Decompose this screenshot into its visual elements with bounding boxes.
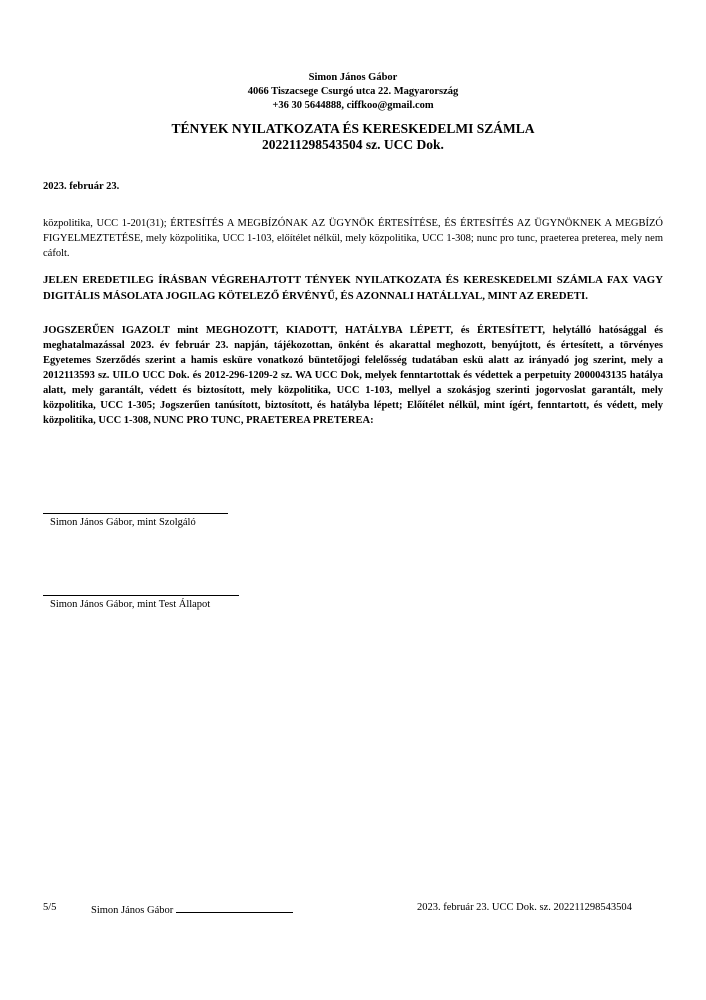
sender-address: 4066 Tiszacsege Csurgó utca 22. Magyarország [247,86,459,97]
document-title [0,121,706,153]
footer-name: Simon János Gábor [91,905,174,916]
footer-signature [91,902,293,916]
sender-name: Simon János Gábor [308,72,398,83]
sender-contact: +36 30 5644888, ciffkoo@gmail.com [272,100,434,111]
footer-page-number: 5/5 [43,902,57,913]
signature-line-1 [43,513,228,514]
signature-label-2: Simon János Gábor, mint Test Állapot [50,599,211,610]
footer-reference: 2023. február 23. UCC Dok. sz. 202211298543504 [417,902,632,913]
document-date: 2023. február 23. [43,181,120,192]
paragraph-2: JELEN EREDETILEG ÍRÁSBAN VÉGREHAJTOTT TÉNYEK NYILATKOZATA ÉS KERESKEDELMI SZÁMLA FAX VAGY DIGITÁLIS MÁSOLATA JOGILAG KÖTELEZŐ ÉRVÉNYŰ, ÉS AZONNALI HATÁLLYAL, MINT AZ EREDETI. [43,274,663,302]
paragraph-3: JOGSZERŰEN IGAZOLT mint MEGHOZOTT, KIADOTT, HATÁLYBA LÉPETT, és ÉRTESÍTETT, helytálló hatósággal és meghatalmazással 2023. év február 23. napján, tájékozottan, önként és akarattal meghozott, benyújtott, és értesített, a törvényes Egyetemes Szerződés szerint a hamis esküre vonatkozó büntetőjogi felelősség tudatában eskü alatt az irányadó jog szerint, mely a 2012113593 sz. UILO UCC Dok. és 2012-296-1209-2 sz. WA UCC Dok, melyek fenntartottak és védettek a perpetuity 2000043135 hatálya alatt, mely garantált, védett és biztosított, mely közpolitika, UCC 1-103, mellyel a szokásjog szerinti jogorvoslat garantált, mely közpolitika, UCC 1-305; Jogszerűen tanúsított, biztosított, és hatályba lépett; Előítélet nélkül, mint ígért, fenntartott, és védett, mely közpolitika, UCC 1-308, NUNC PRO TUNC, PRAETEREA PRETEREA: [43,325,663,426]
title-line-2: 202211298543504 sz. UCC Dok. [262,137,444,152]
signature-line-2 [43,595,239,596]
footer-signature-blank [176,902,293,913]
sender-header [0,71,706,113]
signature-label-1: Simon János Gábor, mint Szolgáló [50,517,196,528]
paragraph-1: közpolitika, UCC 1-201(31); ÉRTESÍTÉS A MEGBÍZÓNAK AZ ÜGYNÖK ÉRTESÍTÉSE, ÉS ÉRTESÍTÉS AZ ÜGYNÖKNEK A MEGBÍZÓ FIGYELMEZTETÉSE, mely közpolitika, UCC 1-103, előítélet nélkül, mely közpolitika, UCC 1-308; nunc pro tunc, praeterea preterea, mely nem cáfolt. [43,218,663,259]
title-line-1: TÉNYEK NYILATKOZATA ÉS KERESKEDELMI SZÁMLA [171,121,535,136]
